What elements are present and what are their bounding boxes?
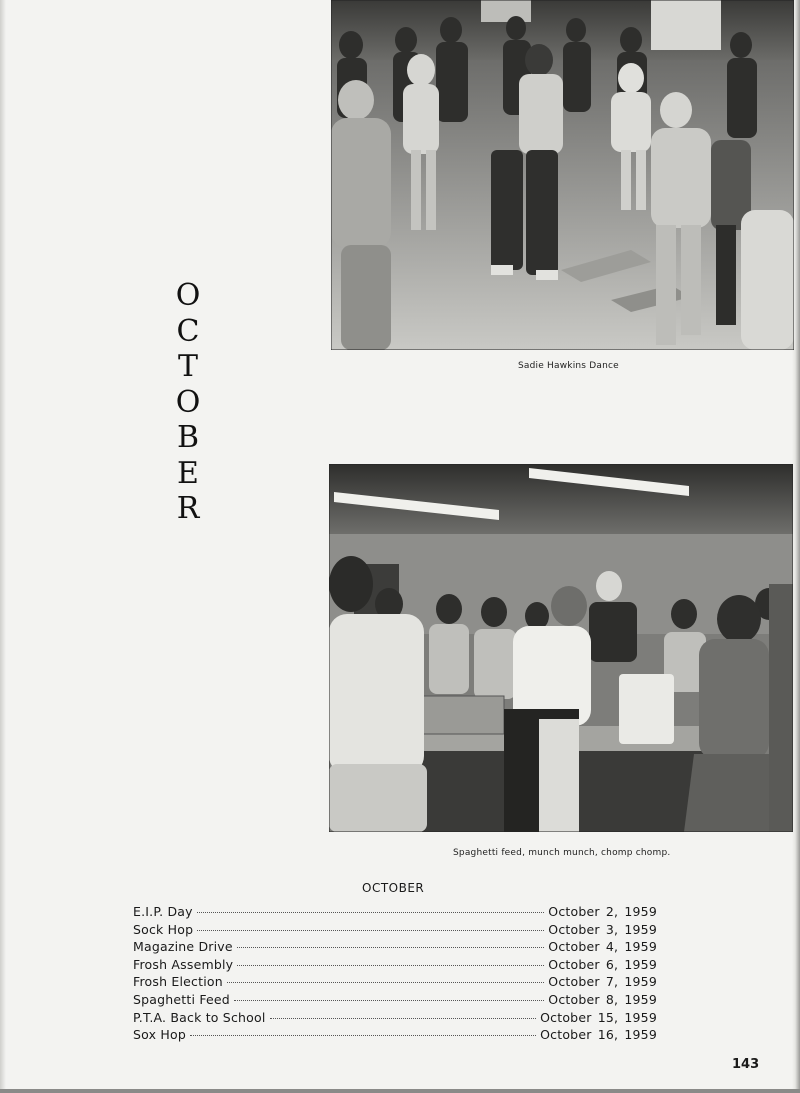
event-date: October 15, 1959 — [540, 1009, 657, 1025]
event-schedule — [133, 904, 657, 1045]
schedule-row — [133, 904, 657, 922]
vertical-month-title — [170, 278, 206, 527]
dot-leader — [197, 912, 545, 913]
title-letter: O — [175, 384, 201, 420]
schedule-row — [133, 957, 657, 975]
event-name: Frosh Assembly — [133, 956, 234, 972]
dot-leader — [190, 1035, 536, 1036]
title-letter: C — [176, 313, 200, 349]
event-date: October 6, 1959 — [548, 956, 657, 972]
dot-leader — [237, 947, 544, 948]
dot-leader — [197, 930, 544, 931]
title-letter: R — [176, 491, 200, 526]
photo-caption: Spaghetti feed, munch munch, chomp chomp. — [453, 848, 671, 858]
page-bottom-edge — [0, 1089, 800, 1093]
event-name: Sock Hop — [133, 921, 194, 937]
event-name: Spaghetti Feed — [133, 991, 230, 1007]
title-letter: T — [177, 349, 198, 384]
schedule-row — [133, 939, 657, 957]
event-date: October 7, 1959 — [548, 974, 657, 990]
title-letter: E — [177, 455, 199, 491]
page-number: 143 — [732, 1057, 760, 1072]
schedule-row — [133, 974, 657, 992]
photo-caption: Sadie Hawkins Dance — [518, 361, 619, 371]
schedule-heading: OCTOBER — [362, 881, 425, 895]
dot-leader — [270, 1018, 537, 1019]
title-letter: O — [175, 278, 201, 313]
event-name: Magazine Drive — [133, 939, 233, 955]
event-date: October 4, 1959 — [548, 939, 657, 955]
spaghetti-feed-photo — [329, 464, 793, 832]
event-date: October 16, 1959 — [540, 1027, 657, 1043]
schedule-row — [133, 922, 657, 940]
page-edge-shadow — [0, 0, 6, 1093]
schedule-row — [133, 992, 657, 1010]
dot-leader — [237, 965, 544, 966]
schedule-row — [133, 1010, 657, 1028]
sadie-hawkins-dance-photo — [331, 0, 794, 350]
event-name: Frosh Election — [133, 974, 223, 990]
event-name: P.T.A. Back to School — [133, 1009, 266, 1025]
schedule-row — [133, 1027, 657, 1045]
dot-leader — [227, 982, 544, 983]
event-name: E.I.P. Day — [133, 904, 193, 919]
title-letter: B — [176, 420, 200, 455]
event-date: October 8, 1959 — [548, 991, 657, 1007]
event-name: Sox Hop — [133, 1027, 186, 1043]
event-date: October 2, 1959 — [548, 904, 657, 919]
dot-leader — [234, 1000, 544, 1001]
event-date: October 3, 1959 — [548, 921, 657, 937]
